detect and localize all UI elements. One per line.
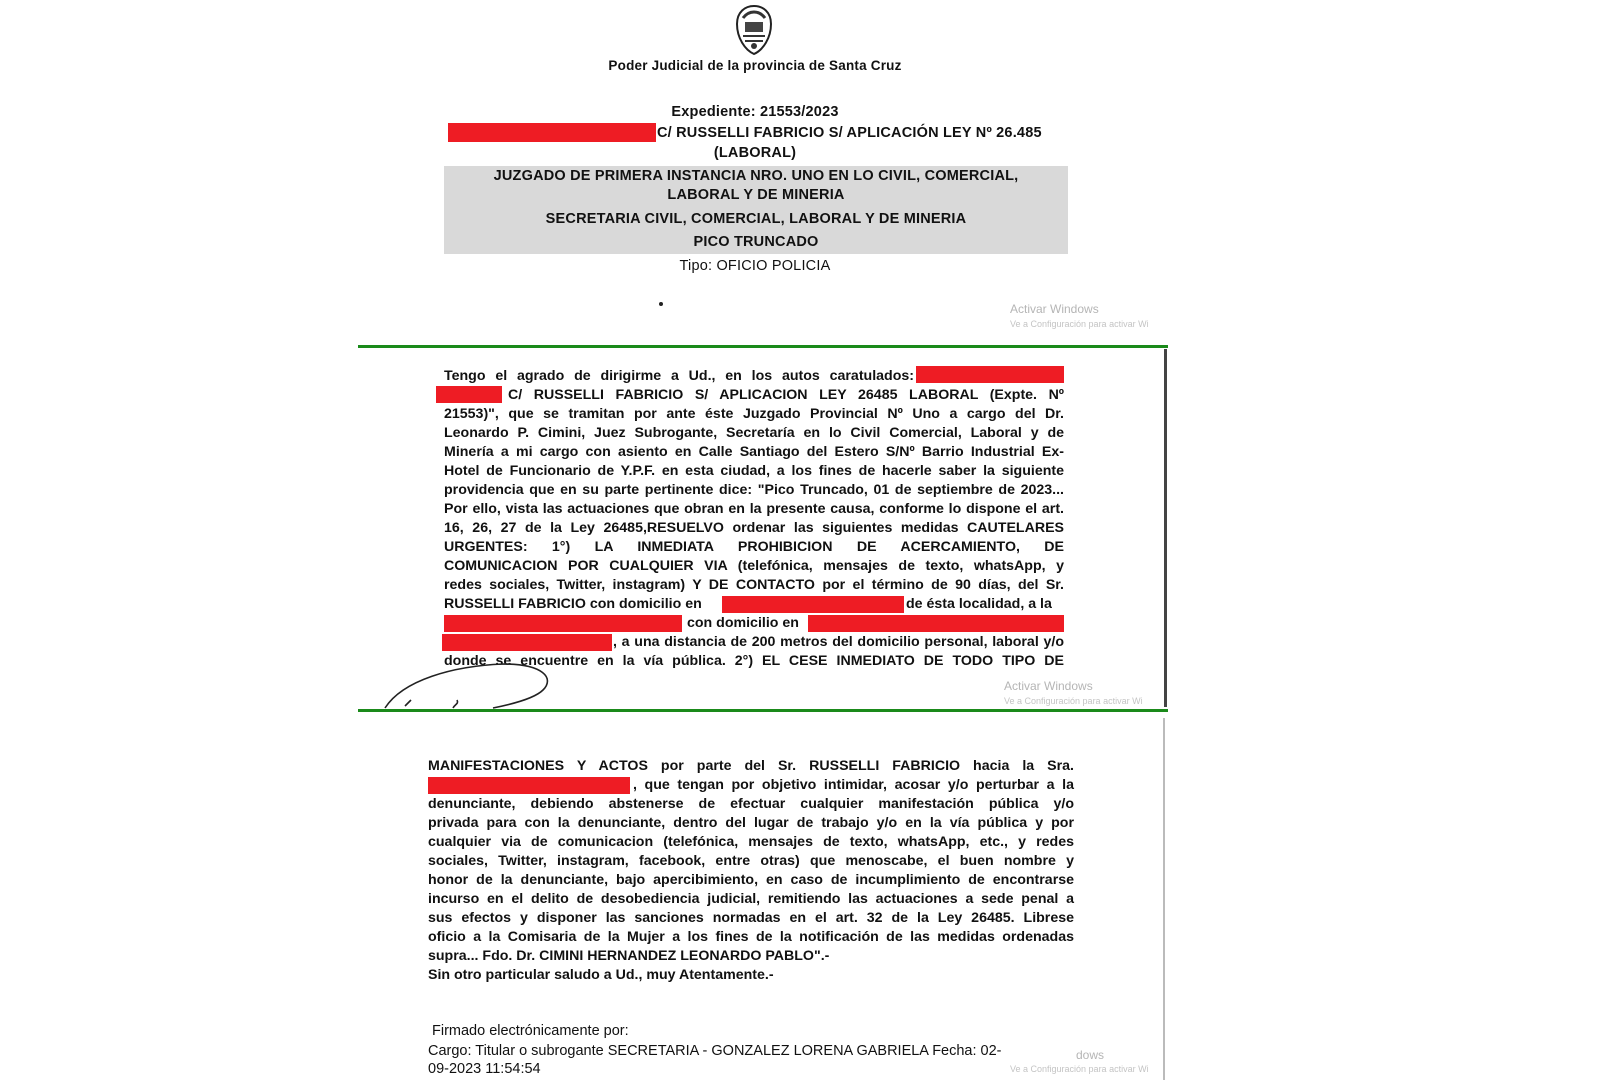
dot-mark: [659, 302, 663, 306]
redaction-block: [916, 366, 1064, 383]
s2-line-15: , a una distancia de 200 metros del domicilio personal, laboral y/o: [613, 634, 1064, 650]
separator-line-top: [358, 345, 1168, 348]
s3-line-5: cualquier via de comunicacion (telefónica, mensajes de texto, whatsApp, etc., y redes: [428, 834, 1074, 850]
s2-line-4: Leonardo P. Cimini, Juez Subrogante, Secretaría en lo Civil Comercial, Laboral y de: [444, 425, 1064, 441]
signature-line-3: 09-2023 11:54:54: [428, 1061, 541, 1077]
s2-line-13b: de ésta localidad, a la: [906, 596, 1052, 612]
s2-line-7: providencia que en su parte pertinente dice: "Pico Truncado, 01 de septiembre de 2023...: [444, 482, 1064, 498]
s3-line-10: oficio a la Comisaria de la Mujer a los fines de la notificación de las medidas ordenadas: [428, 929, 1074, 945]
redaction-block: [444, 615, 682, 632]
s3-line-4: privada para con la denunciante, dentro del lugar de trabajo y/o en la vía pública y por: [428, 815, 1074, 831]
institution-title: Poder Judicial de la provincia de Santa Cruz: [608, 58, 902, 73]
page-right-border: [1163, 718, 1165, 1080]
redaction-block: [808, 615, 1064, 632]
s3-line-7: honor de la denunciante, bajo apercibimiento, en caso de incumplimiento de encontrarse: [428, 872, 1074, 888]
watermark-partial-sub: Ve a Configuración para activar Wi: [1010, 1064, 1149, 1074]
s2-line-8: Por ello, vista las actuaciones que obran en la presente causa, conforme lo dispone el art.: [444, 501, 1064, 517]
s2-line-9: 16, 26, 27 de la Ley 26485,RESUELVO ordenar las siguientes medidas CAUTELARES: [444, 520, 1064, 536]
watermark-subtitle-1: Ve a Configuración para activar Wi: [1010, 319, 1149, 329]
signature-line-1: Firmado electrónicamente por:: [432, 1023, 629, 1039]
watermark-title-1: Activar Windows: [1010, 302, 1099, 316]
s3-line-12: Sin otro particular saludo a Ud., muy Atentamente.-: [428, 967, 774, 983]
coat-of-arms-icon: [733, 4, 775, 56]
separator-line-bottom: [358, 709, 1168, 712]
caratula-line-2: (LABORAL): [713, 145, 797, 161]
juzgado-line-1: JUZGADO DE PRIMERA INSTANCIA NRO. UNO EN LO CIVIL, COMERCIAL,: [493, 168, 1019, 184]
s2-line-3: 21553)", que se tramitan por ante éste Juzgado Provincial Nº Uno a cargo del Dr.: [444, 406, 1064, 422]
s2-line-16: donde se encuentre en la vía pública. 2°) EL CESE INMEDIATO DE TODO TIPO DE: [444, 653, 1064, 669]
s2-line-1: Tengo el agrado de dirigirme a Ud., en los autos caratulados:: [444, 368, 914, 384]
s2-line-11: COMUNICACION POR CUALQUIER VIA (telefónica, mensajes de texto, whatsApp, y: [444, 558, 1064, 574]
s3-line-1: MANIFESTACIONES Y ACTOS por parte del Sr. RUSSELLI FABRICIO hacia la Sra.: [428, 758, 1074, 774]
signature-line-2: Cargo: Titular o subrogante SECRETARIA - GONZALEZ LORENA GABRIELA Fecha: 02-: [428, 1043, 1002, 1059]
redaction-block: [428, 777, 630, 794]
s2-line-12: redes sociales, Twitter, instagram) Y DE CONTACTO por el término de 90 días, del Sr.: [444, 577, 1064, 593]
watermark-partial: dows: [1076, 1048, 1105, 1062]
right-border-line: [1164, 349, 1167, 707]
s2-line-2: C/ RUSSELLI FABRICIO S/ APLICACION LEY 26485 LABORAL (Expte. Nº: [508, 387, 1064, 403]
document-type: Tipo: OFICIO POLICIA: [679, 258, 831, 274]
signature-scribble-icon: [383, 660, 563, 710]
redaction-block: [442, 634, 612, 651]
s3-line-9: sus efectos y disponer las sanciones normadas en el art. 32 de la Ley 26485. Librese: [428, 910, 1074, 926]
juzgado-line-2: LABORAL Y DE MINERIA: [667, 187, 845, 203]
redaction-block: [722, 596, 904, 613]
s3-line-6: sociales, Twitter, instagram, facebook, entre otras) que menoscabe, el buen nombre y: [428, 853, 1074, 869]
redaction-block: [448, 123, 656, 142]
secretaria-line: SECRETARIA CIVIL, COMERCIAL, LABORAL Y DE MINERIA: [545, 211, 967, 227]
s2-line-5: Minería a mi cargo con asiento en Calle Santiago del Estero S/Nº Barrio Industrial Ex-: [444, 444, 1064, 460]
s3-line-2: , que tengan por objetivo intimidar, acosar y/o perturbar a la: [633, 777, 1074, 793]
watermark-title-2: Activar Windows: [1004, 679, 1093, 693]
s3-line-8: incurso en el delito de desobediencia judicial, remitiendo las actuaciones a sede penal a: [428, 891, 1074, 907]
s2-line-14: con domicilio en: [687, 615, 799, 631]
redaction-block: [436, 386, 502, 403]
watermark-subtitle-2: Ve a Configuración para activar Wi: [1004, 696, 1143, 706]
expediente-number: Expediente: 21553/2023: [671, 104, 839, 120]
localidad-line: PICO TRUNCADO: [693, 234, 819, 250]
s2-line-10: URGENTES: 1°) LA INMEDIATA PROHIBICION DE ACERCAMIENTO, DE: [444, 539, 1064, 555]
caratula-line-1: C/ RUSSELLI FABRICIO S/ APLICACIÓN LEY Nº 26.485: [657, 125, 1042, 141]
s3-line-11: supra... Fdo. Dr. CIMINI HERNANDEZ LEONARDO PABLO".-: [428, 948, 830, 964]
s2-line-6: Hotel de Funcionario de Y.P.F. en esta ciudad, a los fines de hacerle saber la siguiente: [444, 463, 1064, 479]
s2-line-13a: RUSSELLI FABRICIO con domicilio en: [444, 596, 702, 612]
s3-line-3: denunciante, debiendo abstenerse de efectuar cualquier manifestación pública y/o: [428, 796, 1074, 812]
